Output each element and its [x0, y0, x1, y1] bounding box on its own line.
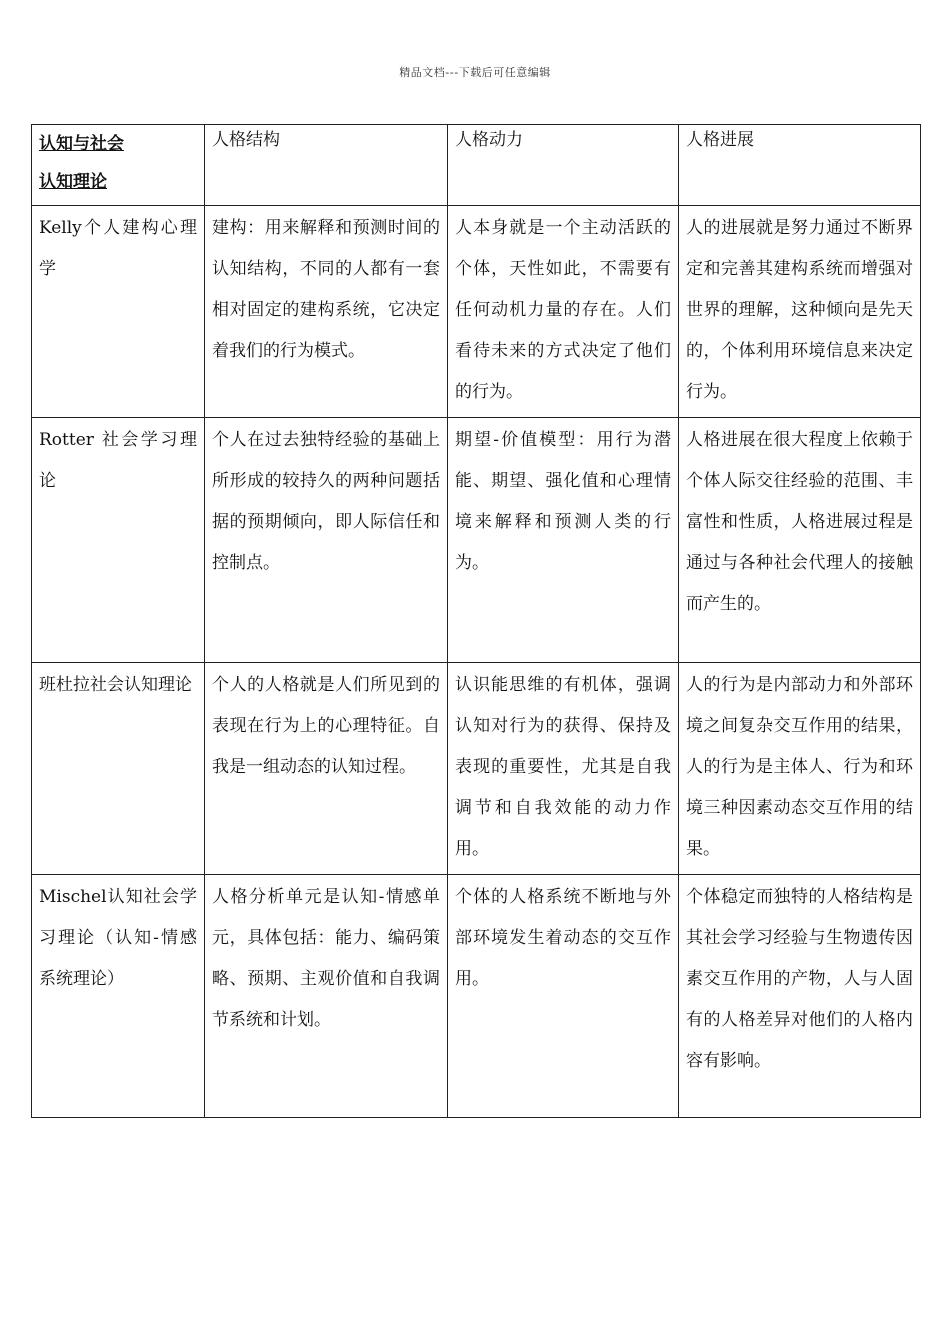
dynamics-cell: 人本身就是一个主动活跃的个体，天性如此，不需要有任何动机力量的存在。人们看待未来的方式决定了他们的行为。	[448, 206, 679, 418]
theory-name-cell: Mischel认知社会学习理论（认知-情感系统理论）	[32, 875, 205, 1118]
development-cell: 人的行为是内部动力和外部环境之间复杂交互作用的结果，人的行为是主体人、行为和环境三种因素动态交互作用的结果。	[679, 663, 921, 875]
column-header-development: 人格进展	[679, 125, 921, 206]
table-title-line-1: 认知与社会	[39, 134, 124, 154]
development-cell: 个体稳定而独特的人格结构是其社会学习经验与生物遗传因素交互作用的产物，人与人固有的人格差异对他们的人格内容有影响。	[679, 875, 921, 1118]
table-row	[32, 206, 921, 418]
column-header-structure: 人格结构	[205, 125, 448, 206]
development-cell: 人的进展就是努力通过不断界定和完善其建构系统而增强对世界的理解，这种倾向是先天的，个体利用环境信息来决定行为。	[679, 206, 921, 418]
table-title-cell	[32, 125, 205, 206]
table-header-row	[32, 125, 921, 206]
structure-cell: 个人在过去独特经验的基础上所形成的较持久的两种问题括据的预期倾向，即人际信任和控制点。	[205, 418, 448, 663]
table-row	[32, 418, 921, 663]
column-header-dynamics: 人格动力	[448, 125, 679, 206]
structure-cell: 人格分析单元是认知-情感单元，具体包括：能力、编码策略、预期、主观价值和自我调节系统和计划。	[205, 875, 448, 1118]
table-title-line-2: 认知理论	[39, 172, 107, 192]
dynamics-cell: 认识能思维的有机体，强调认知对行为的获得、保持及表现的重要性，尤其是自我调节和自我效能的动力作用。	[448, 663, 679, 875]
page-header: 精品文档---下载后可任意编辑	[399, 66, 551, 79]
table-row	[32, 663, 921, 875]
theory-name-cell: Kelly个人建构心理学	[32, 206, 205, 418]
personality-theory-table	[31, 124, 921, 1118]
dynamics-cell: 个体的人格系统不断地与外部环境发生着动态的交互作用。	[448, 875, 679, 1118]
dynamics-cell: 期望-价值模型：用行为潜能、期望、强化值和心理情境来解释和预测人类的行为。	[448, 418, 679, 663]
development-cell: 人格进展在很大程度上依赖于个体人际交往经验的范围、丰富性和性质，人格进展过程是通过与各种社会代理人的接触而产生的。	[679, 418, 921, 663]
structure-cell: 个人的人格就是人们所见到的表现在行为上的心理特征。自我是一组动态的认知过程。	[205, 663, 448, 875]
theory-name-cell: 班杜拉社会认知理论	[32, 663, 205, 875]
theory-name-cell: Rotter 社会学习理论	[32, 418, 205, 663]
structure-cell: 建构：用来解释和预测时间的认知结构，不同的人都有一套相对固定的建构系统，它决定着我们的行为模式。	[205, 206, 448, 418]
table-row	[32, 875, 921, 1118]
